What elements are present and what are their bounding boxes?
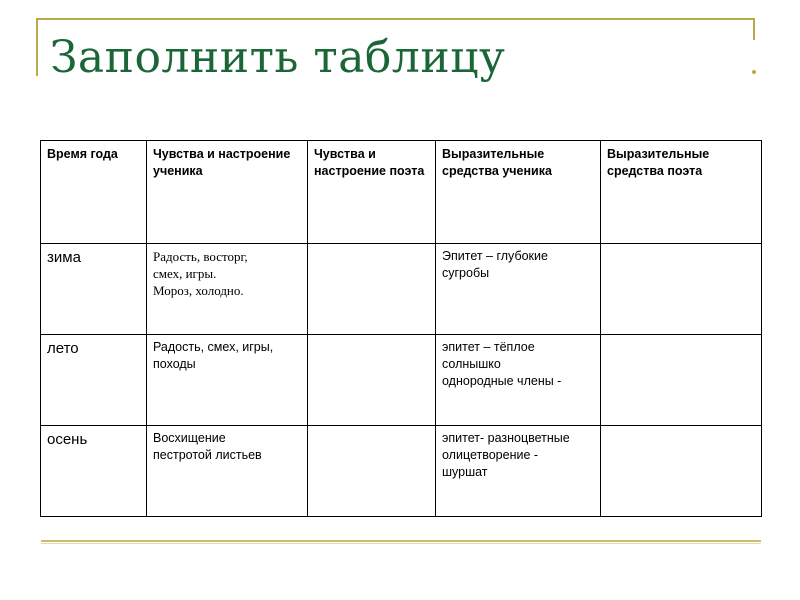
cell-line: смех, игры. bbox=[153, 266, 217, 281]
cell-line: Радость, смех, игры, bbox=[153, 340, 274, 354]
student-feelings-cell bbox=[147, 426, 308, 517]
poet-means-cell bbox=[601, 244, 762, 335]
seasons-table bbox=[40, 140, 762, 517]
cell-line: олицетворение - bbox=[442, 448, 539, 462]
season-cell: лето bbox=[41, 335, 147, 426]
student-means-cell bbox=[436, 426, 601, 517]
frame-bottom-line bbox=[41, 540, 761, 542]
cell-line: походы bbox=[153, 357, 196, 371]
frame-right-line bbox=[753, 18, 755, 40]
frame-left-line bbox=[36, 18, 38, 76]
cell-line: Эпитет – глубокие bbox=[442, 249, 548, 263]
student-feelings-cell bbox=[147, 244, 308, 335]
cell-line: солнышко bbox=[442, 357, 501, 371]
frame-top-line bbox=[36, 18, 755, 20]
student-feelings-cell bbox=[147, 335, 308, 426]
student-means-cell bbox=[436, 244, 601, 335]
header-season: Время года bbox=[41, 141, 147, 244]
header-student-means: Выразительные средства ученика bbox=[436, 141, 601, 244]
frame-bottom-line-shadow bbox=[41, 543, 761, 544]
cell-line: Мороз, холодно. bbox=[153, 283, 244, 298]
cell-line: сугробы bbox=[442, 266, 490, 280]
table-row bbox=[41, 335, 762, 426]
table-row bbox=[41, 426, 762, 517]
poet-feelings-cell bbox=[308, 426, 436, 517]
poet-feelings-cell bbox=[308, 335, 436, 426]
season-cell: зима bbox=[41, 244, 147, 335]
cell-line: Восхищение bbox=[153, 431, 226, 445]
cell-line: эпитет – тёплое bbox=[442, 340, 535, 354]
frame-dot bbox=[752, 70, 756, 74]
cell-line: шуршат bbox=[442, 465, 488, 479]
header-poet-means: Выразительные средства поэта bbox=[601, 141, 762, 244]
page-title: Заполнить таблицу bbox=[50, 32, 506, 83]
poet-feelings-cell bbox=[308, 244, 436, 335]
cell-line: Радость, восторг, bbox=[153, 249, 248, 264]
season-cell: осень bbox=[41, 426, 147, 517]
table-header-row bbox=[41, 141, 762, 244]
table-row bbox=[41, 244, 762, 335]
header-student-feelings: Чувства и настроение ученика bbox=[147, 141, 308, 244]
cell-line: эпитет- разноцветные bbox=[442, 431, 570, 445]
student-means-cell bbox=[436, 335, 601, 426]
cell-line: однородные члены - bbox=[442, 374, 562, 388]
header-poet-feelings: Чувства и настроение поэта bbox=[308, 141, 436, 244]
table-container bbox=[40, 140, 761, 517]
poet-means-cell bbox=[601, 426, 762, 517]
cell-line: пестротой листьев bbox=[153, 448, 262, 462]
poet-means-cell bbox=[601, 335, 762, 426]
